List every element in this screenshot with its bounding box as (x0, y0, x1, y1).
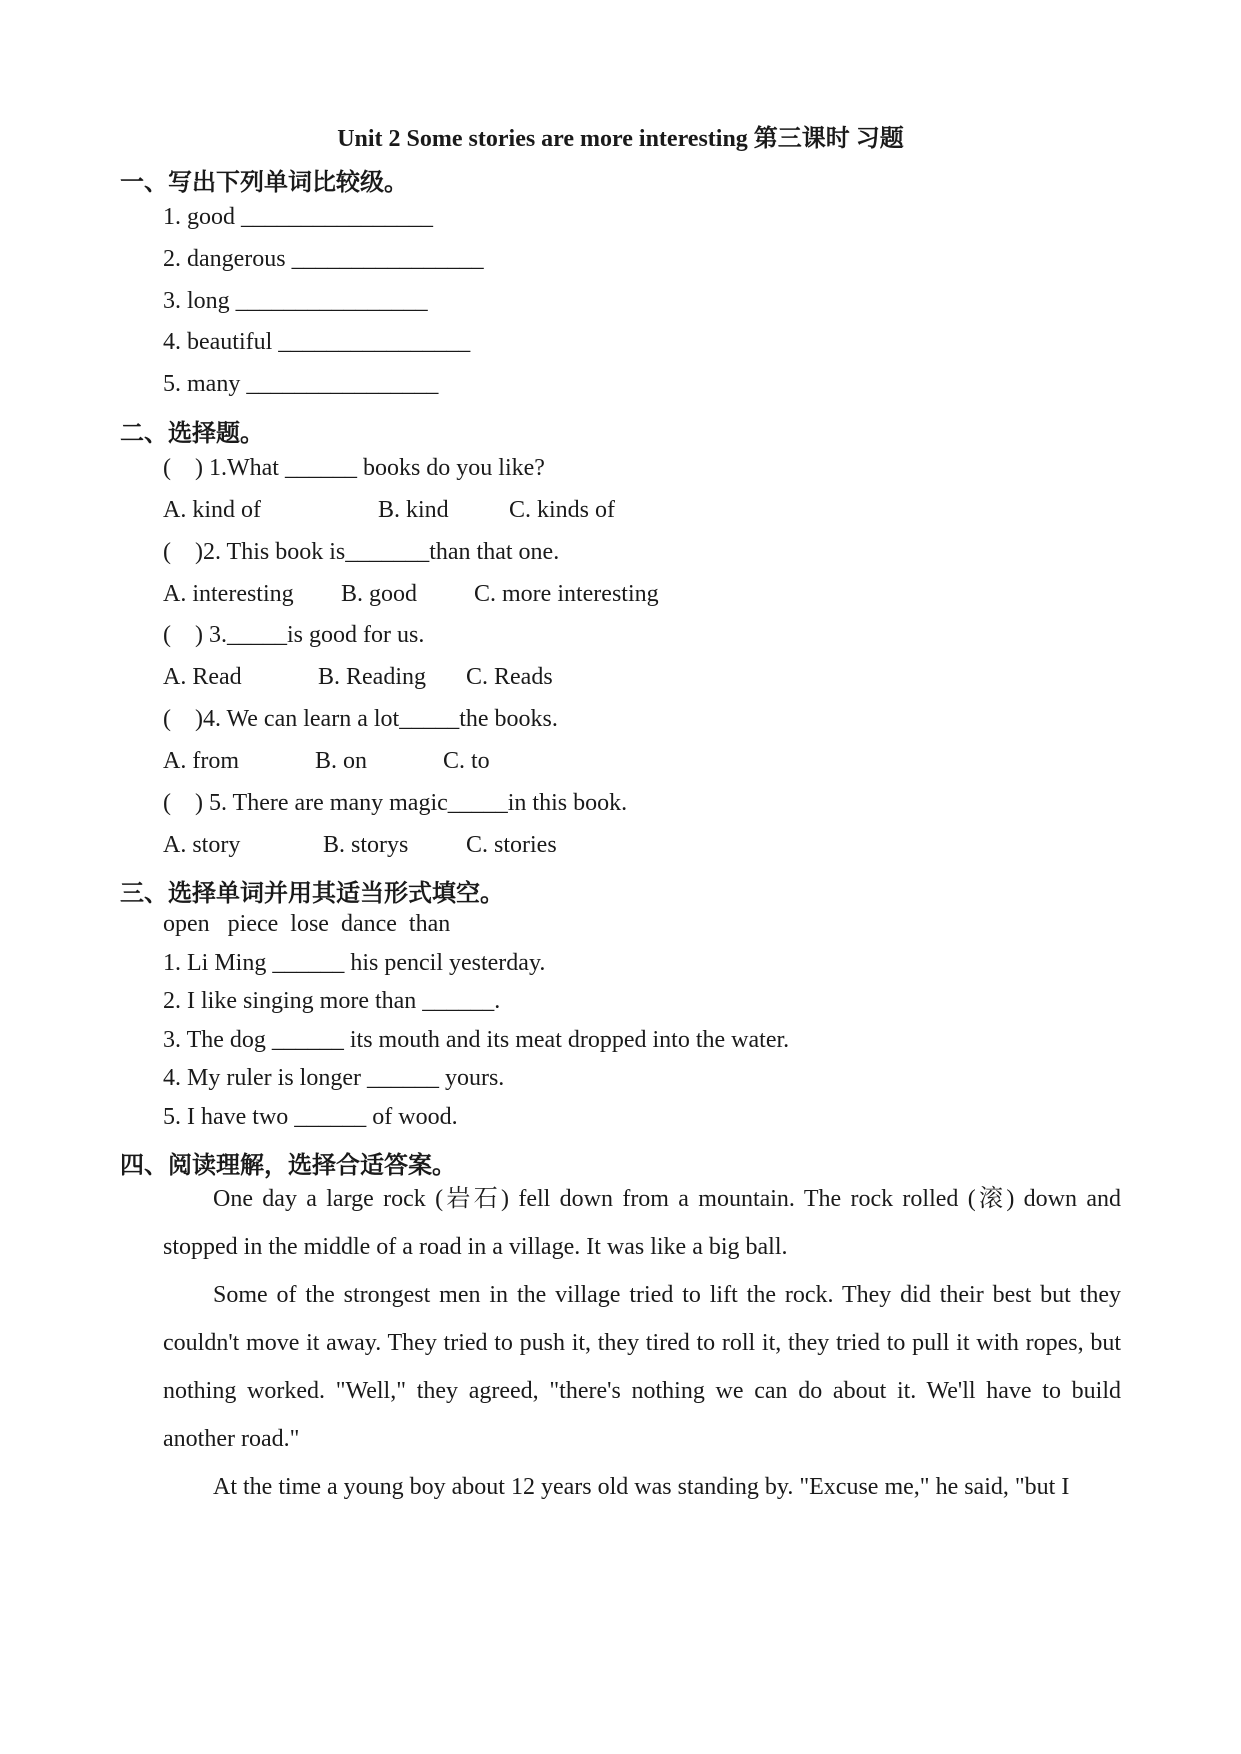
sec2-q1-option-a: A. kind of (163, 497, 261, 523)
sec2-q3-option-c: C. Reads (466, 664, 553, 690)
sec1-item-5: 5. many ________________ (163, 371, 439, 397)
sec2-q4-option-a: A. from (163, 748, 239, 774)
sec3-item-2: 2. I like singing more than ______. (163, 988, 501, 1014)
sec2-q3-stem: ( ) 3._____is good for us. (163, 622, 425, 648)
sec2-q2-stem: ( )2. This book is_______than that one. (163, 539, 560, 565)
sec2-q2-option-c: C. more interesting (474, 581, 659, 607)
section1-heading: 一、写出下列单词比较级。 (120, 170, 408, 196)
section2-heading: 二、选择题。 (120, 421, 264, 447)
reading-passage (163, 1175, 1121, 1511)
sec2-q3-option-a: A. Read (163, 664, 242, 690)
sec2-q4-stem: ( )4. We can learn a lot_____the books. (163, 706, 558, 732)
sec2-q5-option-b: B. storys (323, 832, 409, 858)
sec2-q5-option-c: C. stories (466, 832, 557, 858)
sec2-q2-option-a: A. interesting (163, 581, 294, 607)
sec2-q3-option-b: B. Reading (318, 664, 426, 690)
sec2-q1-option-b: B. kind (378, 497, 449, 523)
sec2-q4-option-c: C. to (443, 748, 490, 774)
sec2-q1-stem: ( ) 1.What ______ books do you like? (163, 455, 545, 481)
sec1-item-4: 4. beautiful ________________ (163, 329, 471, 355)
sec1-item-1: 1. good ________________ (163, 204, 433, 230)
passage-paragraph-1: One day a large rock (岩石) fell down from a mountain. The rock rolled (滚) down and stopped in the middle of a road in a village. It was like a big ball. (163, 1186, 1121, 1260)
sec1-item-2: 2. dangerous ________________ (163, 246, 484, 272)
sec2-q1-option-c: C. kinds of (509, 497, 616, 523)
section4-heading: 四、阅读理解，选择合适答案。 (120, 1153, 456, 1179)
sec1-item-3: 3. long ________________ (163, 288, 428, 314)
sec2-q2-option-b: B. good (341, 581, 418, 607)
sec2-q4-option-b: B. on (315, 748, 368, 774)
passage-paragraph-2: Some of the strongest men in the village tried to lift the rock. They did their best but they couldn't move it away. They tried to push it, they tired to roll it, they tried to pull it with ropes, but nothing worked. "Well," they agreed, "there's nothing we can do about it. We'll have to build another road." (163, 1282, 1121, 1452)
sec3-item-1: 1. Li Ming ______ his pencil yesterday. (163, 950, 546, 976)
section3-heading: 三、选择单词并用其适当形式填空。 (120, 881, 504, 907)
sec3-word-bank: open piece lose dance than (163, 911, 451, 937)
worksheet-title: Unit 2 Some stories are more interesting 第三课时 习题 (337, 126, 904, 152)
passage-paragraph-3: At the time a young boy about 12 years old was standing by. "Excuse me," he said, "but I (213, 1474, 1070, 1500)
sec2-q5-stem: ( ) 5. There are many magic_____in this book. (163, 790, 628, 816)
sec3-item-3: 3. The dog ______ its mouth and its meat dropped into the water. (163, 1027, 790, 1053)
sec3-item-4: 4. My ruler is longer ______ yours. (163, 1065, 505, 1091)
sec3-item-5: 5. I have two ______ of wood. (163, 1104, 458, 1130)
sec2-q5-option-a: A. story (163, 832, 241, 858)
